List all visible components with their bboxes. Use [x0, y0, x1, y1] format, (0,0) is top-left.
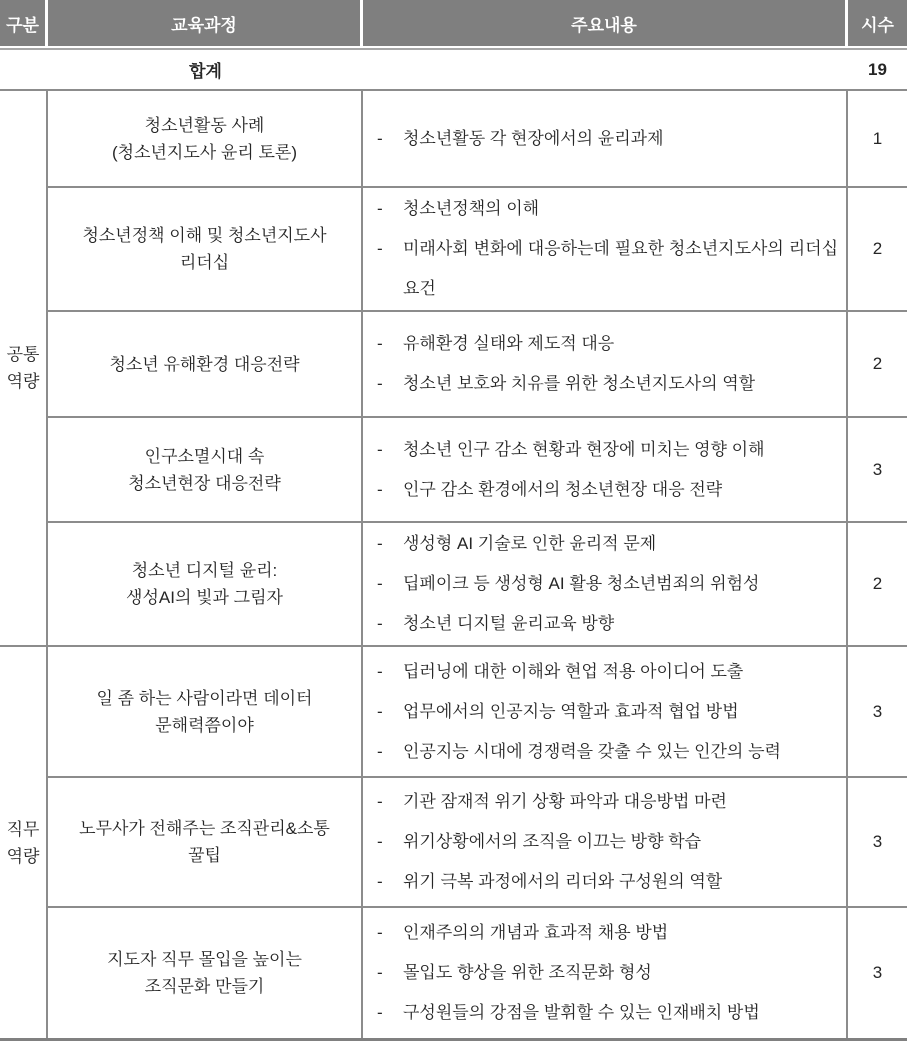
- course-title-line: 문해력쯤이야: [155, 715, 254, 735]
- bullet-dash: -: [377, 574, 383, 593]
- course-cell: [48, 312, 363, 416]
- content-bullet: [377, 782, 838, 822]
- bullet-text: 인구 감소 환경에서의 청소년현장 대응 전략: [403, 479, 723, 499]
- header-cell-course: 교육과정: [48, 0, 363, 46]
- course-cell: [48, 188, 363, 310]
- content-bullet: [377, 862, 838, 902]
- content-cell: [363, 312, 848, 416]
- group-label: [0, 91, 48, 645]
- bullet-dash: -: [377, 963, 383, 982]
- bullet-dash: -: [377, 701, 383, 721]
- course-cell: [48, 523, 363, 645]
- content-bullet: [377, 913, 838, 953]
- bullet-text: 청소년 보호와 치유를 위한 청소년지도사의 역할: [403, 374, 756, 393]
- hours-value: 3: [872, 701, 883, 721]
- bullet-text: 인재주의의 개념과 효과적 채용 방법: [403, 923, 669, 942]
- bullet-text: 딥페이크 등 생성형 AI 활용 청소년범죄의 위험성: [403, 574, 760, 593]
- bullet-text: 업무에서의 인공지능 역할과 효과적 협업 방법: [403, 701, 739, 721]
- course-cell: [48, 647, 363, 776]
- bullet-text: 딥러닝에 대한 이해와 현업 적용 아이디어 도출: [403, 661, 744, 681]
- content-cell: [363, 647, 848, 776]
- hours-value: 2: [872, 574, 883, 593]
- bullet-text: 구성원들의 강점을 발휘할 수 있는 인재배치 방법: [403, 1003, 760, 1022]
- content-bullet: [377, 564, 838, 604]
- group-label-line: 역량: [6, 372, 40, 391]
- course-title-line: 노무사가 전해주는 조직관리&소통: [79, 819, 330, 838]
- hours-value: 1: [872, 128, 883, 148]
- bullet-dash: -: [377, 128, 383, 148]
- bullet-text: 기관 잠재적 위기 상황 파악과 대응방법 마련: [403, 792, 727, 811]
- bullet-text: 인공지능 시대에 경쟁력을 갖출 수 있는 인간의 능력: [403, 741, 781, 761]
- content-bullet: [377, 119, 838, 159]
- content-cell: [363, 523, 848, 645]
- table-bottom-border: [0, 1038, 907, 1041]
- table-row: [48, 647, 907, 776]
- bullet-text: 청소년 인구 감소 현황과 현장에 미치는 영향 이해: [403, 439, 765, 459]
- bullet-dash: -: [377, 872, 383, 891]
- content-bullet: [377, 430, 838, 470]
- bullet-text: 청소년 디지털 윤리교육 방향: [403, 614, 615, 633]
- hours-value: 3: [872, 459, 883, 479]
- course-cell: [48, 91, 363, 186]
- bullet-text: 위기 극복 과정에서의 리더와 구성원의 역할: [403, 872, 723, 891]
- course-title-line: 청소년활동 사례: [144, 115, 265, 135]
- bullet-dash: -: [377, 614, 383, 633]
- group-label: [0, 647, 48, 1038]
- course-title-line: 인구소멸시대 속: [144, 446, 265, 466]
- header-cell-content: 주요내용: [363, 0, 848, 46]
- bullet-dash: -: [377, 239, 383, 258]
- hours-value: 2: [872, 354, 883, 373]
- table-row: [48, 416, 907, 521]
- content-bullet: [377, 604, 838, 644]
- course-cell: [48, 418, 363, 521]
- header-cell-hours: 시수: [861, 15, 894, 35]
- content-bullet: [377, 364, 838, 404]
- course-title-line: 청소년 디지털 윤리:: [131, 561, 278, 580]
- content-bullet: [377, 652, 838, 692]
- content-bullet: [377, 732, 838, 772]
- table-row: [48, 186, 907, 310]
- content-cell: [363, 188, 848, 310]
- table-row: [48, 91, 907, 186]
- group-job-competency: [0, 645, 907, 1038]
- hours-value: 2: [872, 239, 883, 258]
- bullet-text: 몰입도 향상을 위한 조직문화 형성: [403, 963, 652, 982]
- bullet-text: 미래사회 변화에 대응하는데 필요한 청소년지도사의 리더십 요건: [403, 239, 838, 298]
- bullet-dash: -: [377, 334, 383, 353]
- course-title-line: 조직문화 만들기: [144, 977, 265, 996]
- bullet-dash: -: [377, 832, 383, 851]
- course-title-line: 청소년현장 대응전략: [128, 473, 281, 493]
- course-title-line: 청소년 유해환경 대응전략: [109, 354, 300, 374]
- bullet-dash: -: [377, 661, 383, 681]
- bullet-dash: -: [377, 439, 383, 459]
- bullet-dash: -: [377, 792, 383, 811]
- bullet-dash: -: [377, 741, 383, 761]
- content-bullet: [377, 993, 838, 1033]
- table-row: [48, 310, 907, 416]
- course-cell: [48, 908, 363, 1038]
- header-cell-category: 구분: [0, 0, 48, 46]
- hours-value: 3: [872, 832, 883, 851]
- content-bullet: [377, 524, 838, 564]
- content-bullet: [377, 692, 838, 732]
- bullet-text: 청소년활동 각 현장에서의 윤리과제: [403, 128, 664, 148]
- bullet-text: 생성형 AI 기술로 인한 윤리적 문제: [403, 534, 657, 553]
- content-bullet: [377, 324, 838, 364]
- bullet-dash: -: [377, 199, 383, 218]
- content-bullet: [377, 953, 838, 993]
- bullet-dash: -: [377, 923, 383, 942]
- bullet-dash: -: [377, 479, 383, 499]
- bullet-text: 청소년정책의 이해: [403, 199, 540, 218]
- table-header-row: [0, 0, 907, 46]
- group-label-line: 역량: [6, 846, 40, 866]
- group-label-line: 공통: [6, 345, 40, 364]
- course-title-line: 일 좀 하는 사람이라면 데이터: [96, 688, 313, 708]
- content-cell: [363, 418, 848, 521]
- bullet-dash: -: [377, 374, 383, 393]
- table-row: [48, 906, 907, 1038]
- table-row: [48, 776, 907, 906]
- content-cell: [363, 908, 848, 1038]
- total-label: 합계: [189, 62, 222, 81]
- content-bullet: [377, 189, 838, 229]
- table-row: [48, 521, 907, 645]
- course-cell: [48, 778, 363, 906]
- content-bullet: [377, 822, 838, 862]
- course-title-line: (청소년지도사 윤리 토론): [112, 142, 297, 162]
- course-title-line: 리더십: [179, 253, 230, 272]
- content-bullet: [377, 470, 838, 510]
- group-label-line: 직무: [6, 819, 40, 839]
- course-title-line: 생성AI의 빛과 그림자: [126, 588, 283, 607]
- content-bullet: [377, 229, 838, 309]
- hours-value: 3: [872, 963, 883, 982]
- group-common-competency: [0, 89, 907, 645]
- bullet-text: 위기상황에서의 조직을 이끄는 방향 학습: [403, 832, 702, 851]
- bullet-text: 유해환경 실태와 제도적 대응: [403, 334, 615, 353]
- course-title-line: 지도자 직무 몰입을 높이는: [107, 950, 302, 969]
- content-cell: [363, 778, 848, 906]
- bullet-dash: -: [377, 1003, 383, 1022]
- total-row: [0, 50, 907, 89]
- content-cell: [363, 91, 848, 186]
- course-title-line: 꿀팁: [188, 846, 221, 865]
- course-title-line: 청소년정책 이해 및 청소년지도사: [82, 226, 327, 245]
- bullet-dash: -: [377, 534, 383, 553]
- total-hours-value: 19: [868, 59, 887, 79]
